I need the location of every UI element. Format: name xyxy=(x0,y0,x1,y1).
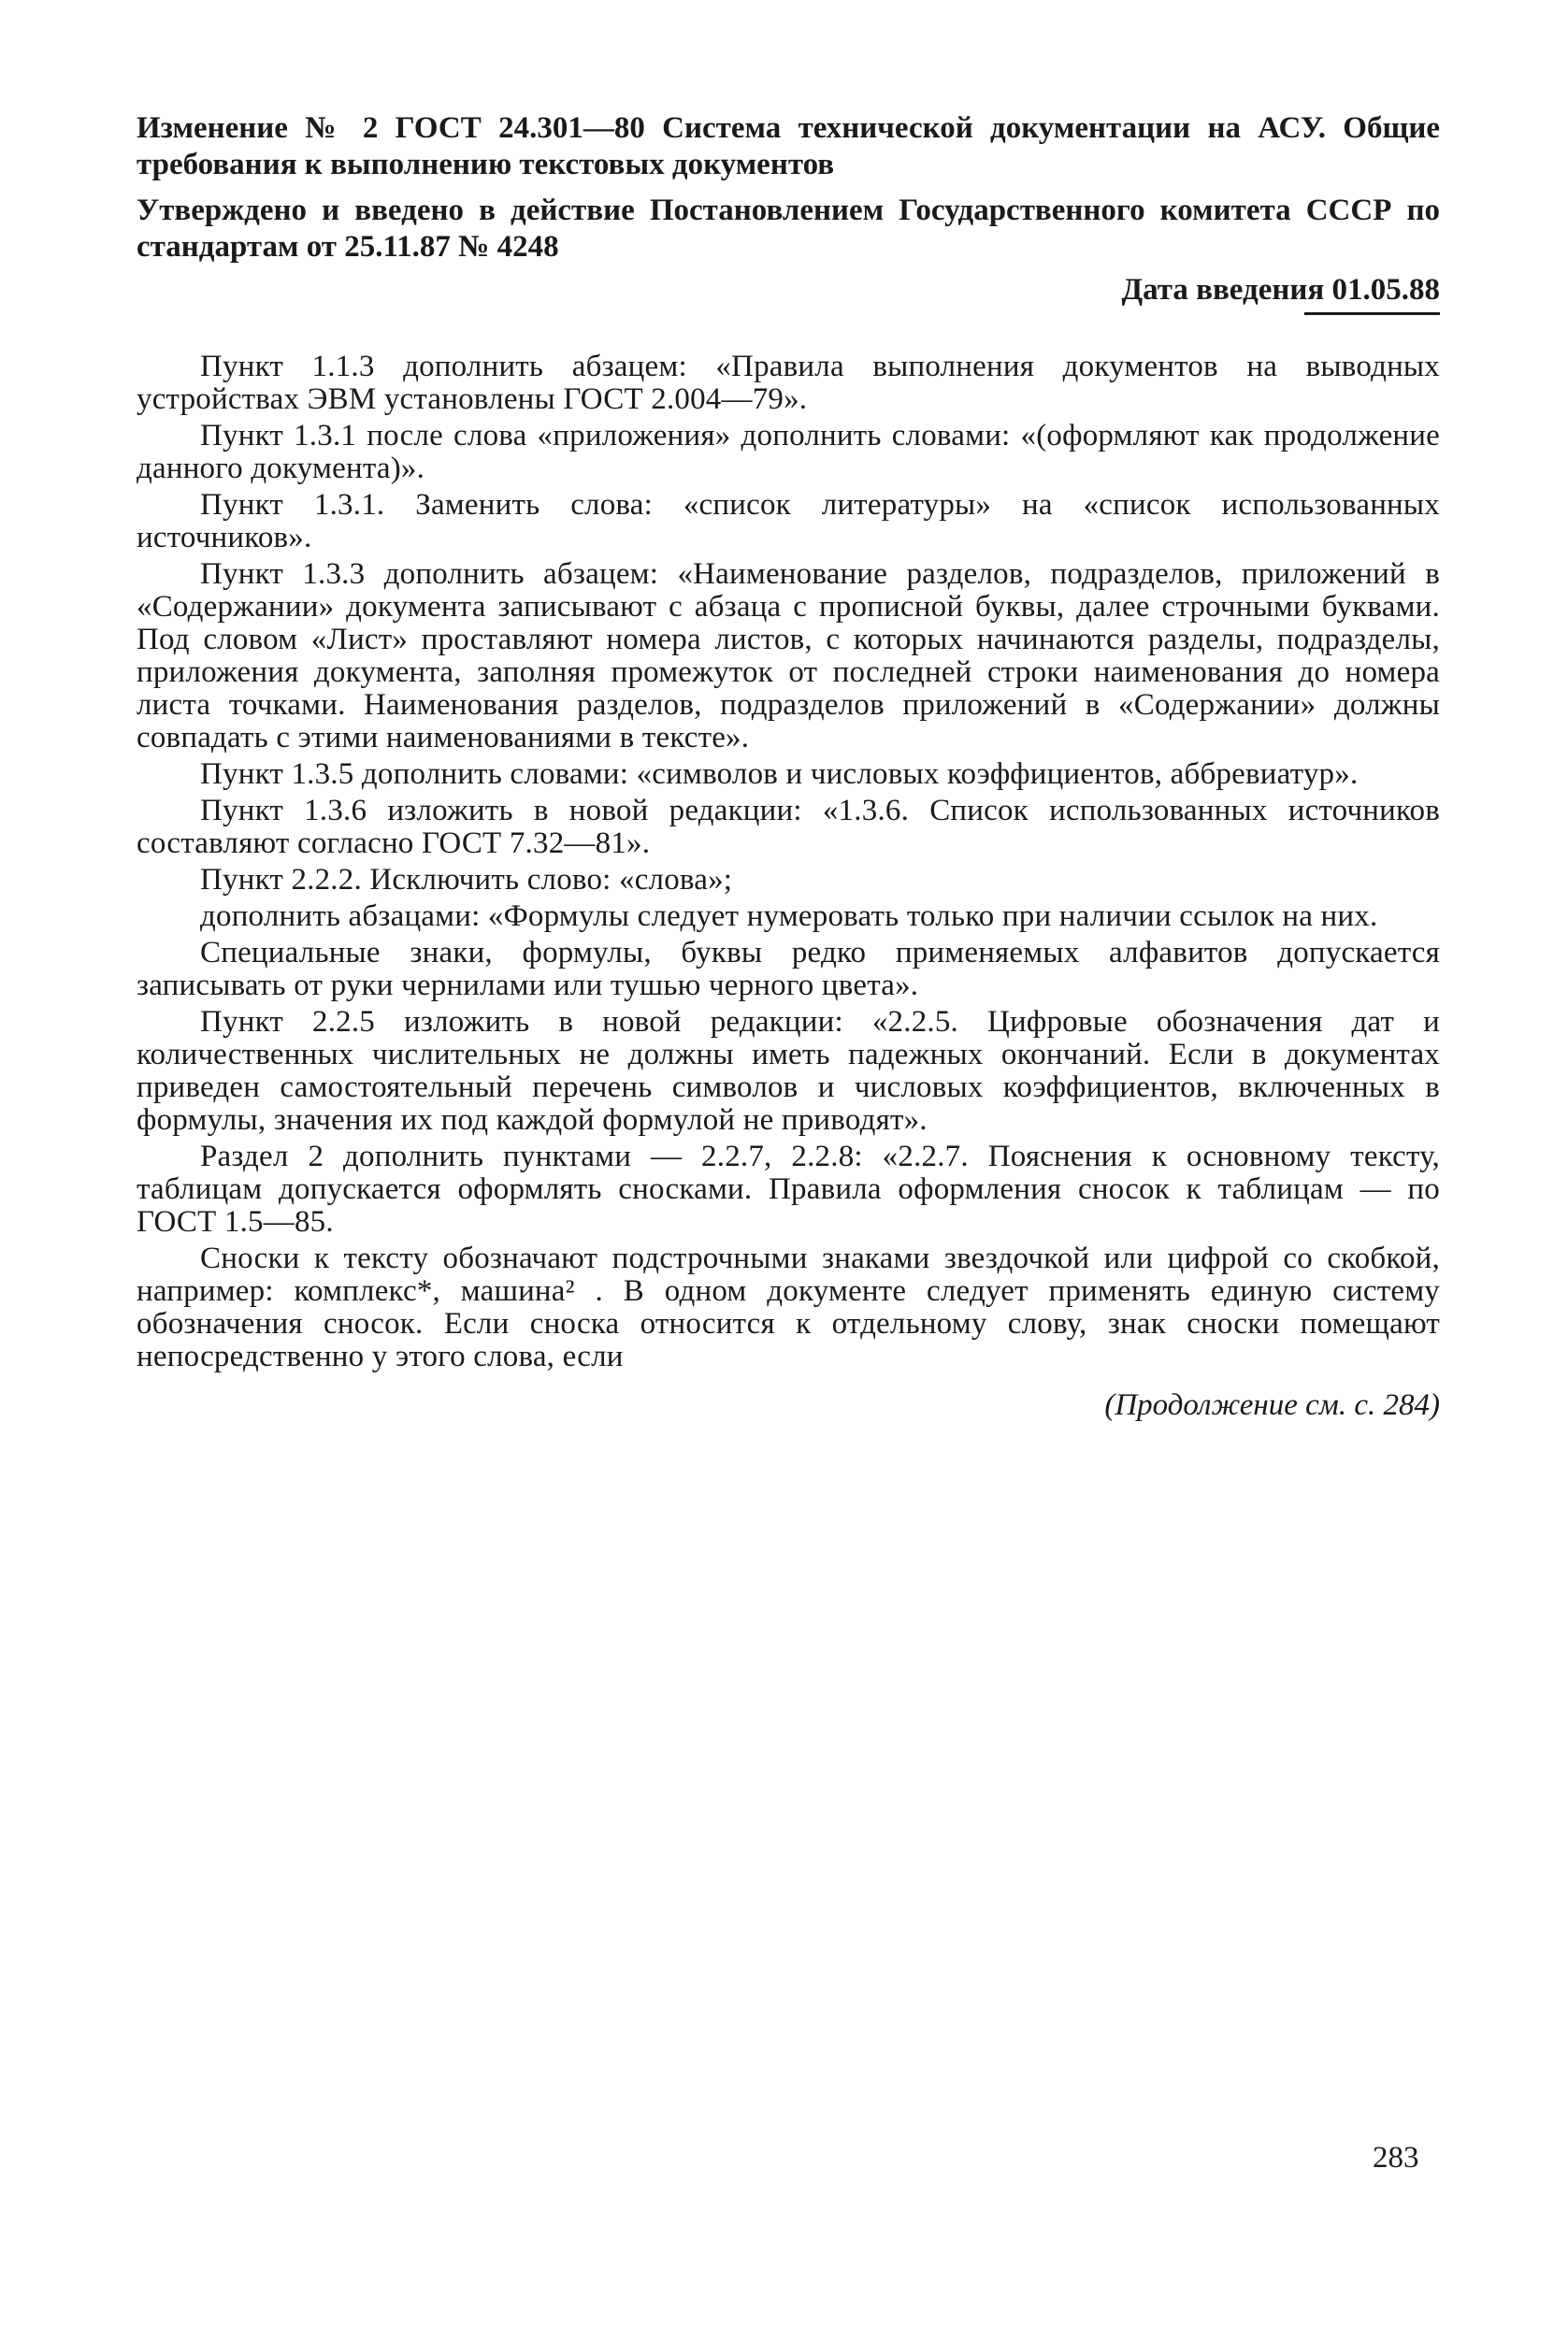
paragraph: Пункт 2.2.2. Исключить слово: «слова»; xyxy=(200,863,733,897)
paragraph: дополнить абзацами: «Формулы следует нумеровать только при наличии ссылок на них. xyxy=(200,899,1378,933)
paragraph: Пункт 1.3.3 дополнить абзацем: «Наименование разделов, подразделов, приложений в «Содержании» документа записывают с абзаца с прописной буквы, далее строчными буквами. Под словом «Лист» проставляют номера листов, с которых начинаются разделы, подразделы, приложения документа, заполняя промежуток от последней строки наименования до номера листа точками. Наименования разделов, подразделов приложений в «Содержании» должны совпадать с этими наименованиями в тексте». xyxy=(137,557,1440,754)
paragraph: Раздел 2 дополнить пунктами — 2.2.7, 2.2.8: «2.2.7. Пояснения к основному тексту, таблицам допускается оформлять сносками. Правила оформления сносок к таблицам — по ГОСТ 1.5—85. xyxy=(137,1140,1440,1239)
paragraph: Пункт 1.3.6 изложить в новой редакции: «1.3.6. Список использованных источников составляют согласно ГОСТ 7.32—81». xyxy=(137,794,1440,860)
effective-date: Дата введения 01.05.88 xyxy=(1121,273,1440,307)
amendment-body xyxy=(137,351,1440,1373)
approval-statement: Утверждено и введено в действие Постановлением Государственного комитета СССР по стандартам от 25.11.87 № 4248 xyxy=(137,194,1440,264)
amendment-title: Изменение № 2 ГОСТ 24.301—80 Система технической документации на АСУ. Общие требования к выполнению текстовых документов xyxy=(137,111,1440,181)
paragraph: Специальные знаки, формулы, буквы редко применяемых алфавитов допускается записывать от руки чернилами или тушью черного цвета». xyxy=(137,936,1440,1002)
page-number: 283 xyxy=(1373,2141,1419,2175)
paragraph: Пункт 2.2.5 изложить в новой редакции: «2.2.5. Цифровые обозначения дат и количественных числительных не должны иметь падежных окончаний. Если в документах приведен самостоятельный перечень символов и числовых коэффициентов, включенных в формулы, значения их под каждой формулой не приводят». xyxy=(137,1005,1440,1137)
date-underline xyxy=(1304,312,1440,315)
paragraph: Пункт 1.3.1. Заменить слова: «список литературы» на «список использованных источников». xyxy=(137,488,1440,554)
continuation-note: (Продолжение см. с. 284) xyxy=(1104,1388,1440,1422)
document-page xyxy=(137,110,1440,1424)
paragraph: Пункт 1.1.3 дополнить абзацем: «Правила выполнения документов на выводных устройствах ЭВМ установлены ГОСТ 2.004—79». xyxy=(137,350,1440,416)
paragraph: Пункт 1.3.1 после слова «приложения» дополнить словами: «(оформляют как продолжение данного документа)». xyxy=(137,419,1440,485)
paragraph: Сноски к тексту обозначают подстрочными знаками звездочкой или цифрой со скобкой, например: комплекс*, машина² . В одном документе следует применять единую систему обозначения сносок. Если сноска относится к отдельному слову, знак сноски помещают непосредственно у этого слова, если xyxy=(137,1242,1440,1373)
paragraph: Пункт 1.3.5 дополнить словами: «символов и числовых коэффициентов, аббревиатур». xyxy=(200,757,1359,791)
